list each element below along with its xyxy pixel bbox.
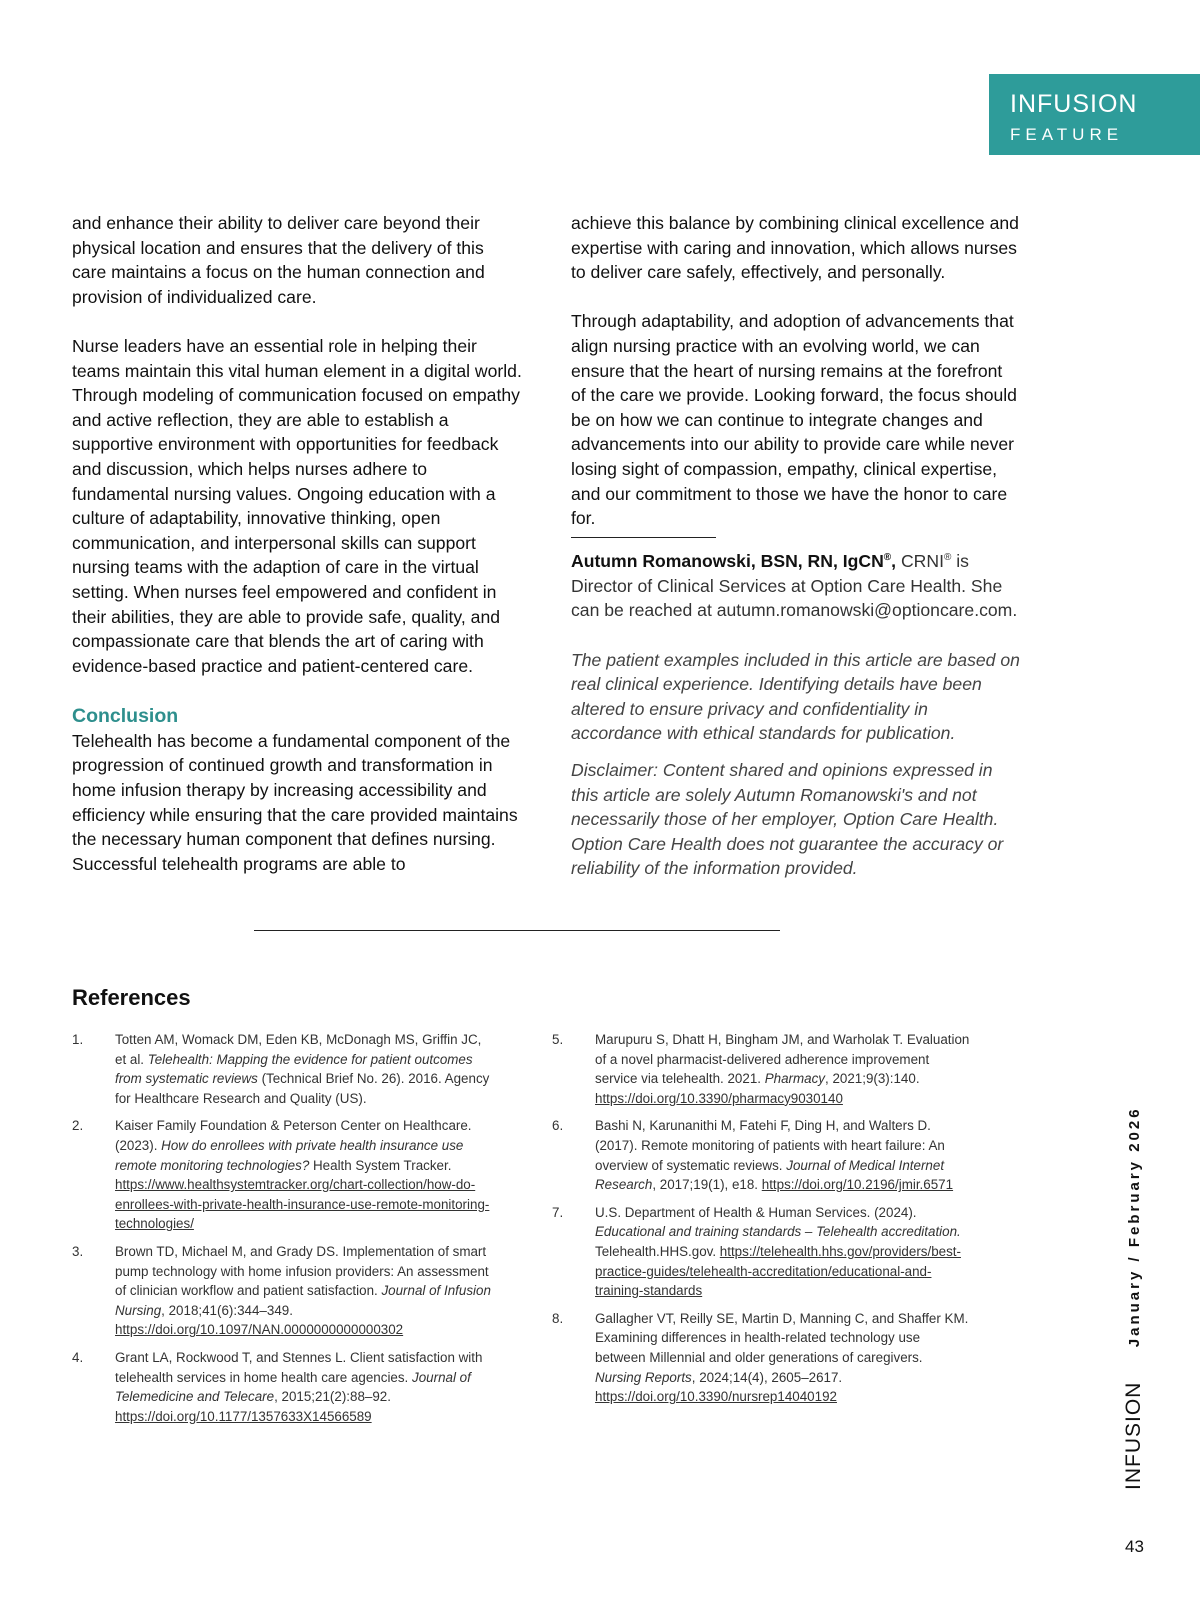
patient-examples-note: The patient examples included in this article are based on real clinical experience. Identifying details have been altered to ensure privacy and confidentiality in accordance with ethical standards for publication. [571,649,1020,744]
reference-item: 2. Kaiser Family Foundation & Peterson Center on Healthcare. (2023). How do enrollees with private health insurance use remote monitoring technologies? Health System Tracker. https://www.healthsystemtracker.org/chart-collection/how-do-enrollees-with-private-health-insurance-use-remote-monitoring-technologies/ [72,1118,490,1232]
reference-item: 1. Totten AM, Womack DM, Eden KB, McDonagh MS, Griffin JC, et al. Telehealth: Mapping the evidence for patient outcomes from systematic reviews (Technical Brief No. 26). 2016. Agency for Healthcare Research and Quality (US). [72,1032,490,1106]
author-name: Autumn Romanowski, BSN, RN, IgCN®, [571,551,897,572]
right-paragraph-2: Through adaptability, and adoption of advancements that align nursing practice with an evolving world, we can ensure that the heart of nursing remains at the forefront of the care we provide. Looking forward, the focus should be on how we can continue to integrate changes and advancements into our ability to provide care while never losing sight of compassion, empathy, clinical expertise, and our commitment to those we have the honor to care for. [571,311,1017,529]
reference-link[interactable]: https://telehealth.hhs.gov/providers/best-practice-guides/telehealth-accreditation/educational-and-training-standards [595,1243,961,1299]
references-title: References [72,985,191,1010]
badge-brand: INFUSION [1010,90,1138,118]
reference-link[interactable]: https://doi.org/10.1177/1357633X14566589 [115,1408,372,1424]
left-column [72,211,522,901]
references-left-column [72,1030,492,1434]
reference-item: 5. Marupuru S, Dhatt H, Bingham JM, and Warholak T. Evaluation of a novel pharmacist-delivered adherence improvement service via telehealth. 2021. Pharmacy, 2021;9(3):140. https://doi.org/10.3390/pharmacy9030140 [552,1032,970,1106]
left-paragraph-1: and enhance their ability to deliver care beyond their physical location and ensures that the delivery of this care maintains a focus on the human connection and provision of individualized care. [72,213,485,307]
right-paragraph-1: achieve this balance by combining clinical excellence and expertise with caring and innovation, which allows nurses to deliver care safely, effectively, and personally. [571,213,1019,283]
reference-item: 7. U.S. Department of Health & Human Services. (2024). Educational and training standards – Telehealth accreditation. Telehealth.HHS.gov. https://telehealth.hhs.gov/providers/best-practice-guides/telehealth-accreditation/educational-and-training-standards [552,1204,961,1299]
author-bio: Autumn Romanowski, BSN, RN, IgCN®, CRNI® is Director of Clinical Services at Option Care Health. She can be reached at autumn.romanowski@optioncare.com. [571,551,1018,621]
reference-item: 8. Gallagher VT, Reilly SE, Martin D, Manning C, and Shaffer KM. Examining differences in health-related technology use between Millennial and older generations of caregivers. Nursing Reports, 2024;14(4), 2605–2617. https://doi.org/10.3390/nursrep14040192 [552,1310,969,1405]
page-number: 43 [1125,1537,1144,1556]
badge-kind: FEATURE [1010,125,1124,144]
left-paragraph-2: Nurse leaders have an essential role in helping their teams maintain this vital human element in a digital world. Through modeling of communication focused on empathy and active reflection, they are able to establish a supportive environment with opportunities for feedback and discussion, which helps nurses adhere to fundamental nursing values. Ongoing education with a culture of adaptability, innovative thinking, open communication, and interpersonal skills can support nursing teams with the adaption of care in the virtual setting. When nurses feel empowered and confident in their abilities, they are able to provide safe, quality, and compassionate care that blends the art of caring with evidence-based practice and patient-centered care. [72,335,522,676]
reference-item: 4. Grant LA, Rockwood T, and Stennes L. Client satisfaction with telehealth services in home health care agencies. Journal of Telemedicine and Telecare, 2015;21(2):88–92. https://doi.org/10.1177/1357633X14566589 [72,1349,483,1424]
right-column [571,211,1021,893]
conclusion-heading: Conclusion [72,704,179,727]
footer-brand: INFUSION [1122,1381,1145,1490]
running-footer [1122,1106,1146,1490]
section-divider [254,930,780,931]
reference-link[interactable]: https://doi.org/10.2196/jmir.6571 [761,1177,954,1193]
reference-link[interactable]: https://www.healthsystemtracker.org/chart-collection/how-do-enrollees-with-private-health-insurance-use-remote-monitoring-technologies/ [115,1177,490,1232]
author-divider [571,537,716,538]
reference-link[interactable]: https://doi.org/10.3390/pharmacy9030140 [595,1090,843,1106]
feature-badge [989,74,1200,155]
left-paragraph-3: Telehealth has become a fundamental component of the progression of continued growth and transformation in home infusion therapy by increasing accessibility and efficiency while ensuring that the care provided maintains the necessary human component that defines nursing. Successful telehealth programs are able to [72,730,518,874]
reference-link[interactable]: https://doi.org/10.3390/nursrep14040192 [595,1389,837,1405]
reference-item: 3. Brown TD, Michael M, and Grady DS. Implementation of smart pump technology with home infusion providers: An assessment of clinician workflow and patient satisfaction. Journal of Infusion Nursing, 2018;41(6):344–349. https://doi.org/10.1097/NAN.0000000000000302 [72,1243,491,1338]
reference-item: 6. Bashi N, Karunanithi M, Fatehi F, Ding H, and Walters D. (2017). Remote monitoring of patients with heart failure: An overview of systematic reviews. Journal of Medical Internet Research, 2017;19(1), e18. https://doi.org/10.2196/jmir.6571 [552,1118,954,1193]
issue-date: January / February 2026 [1125,1106,1143,1348]
references-right-column [552,1030,972,1415]
disclaimer-note: Disclaimer: Content shared and opinions expressed in this article are solely Autumn Romanowski's and not necessarily those of her employer, Option Care Health. Option Care Health does not guarantee the accuracy or reliability of the information provided. [571,759,1004,879]
reference-link[interactable]: https://doi.org/10.1097/NAN.0000000000000302 [115,1322,404,1338]
